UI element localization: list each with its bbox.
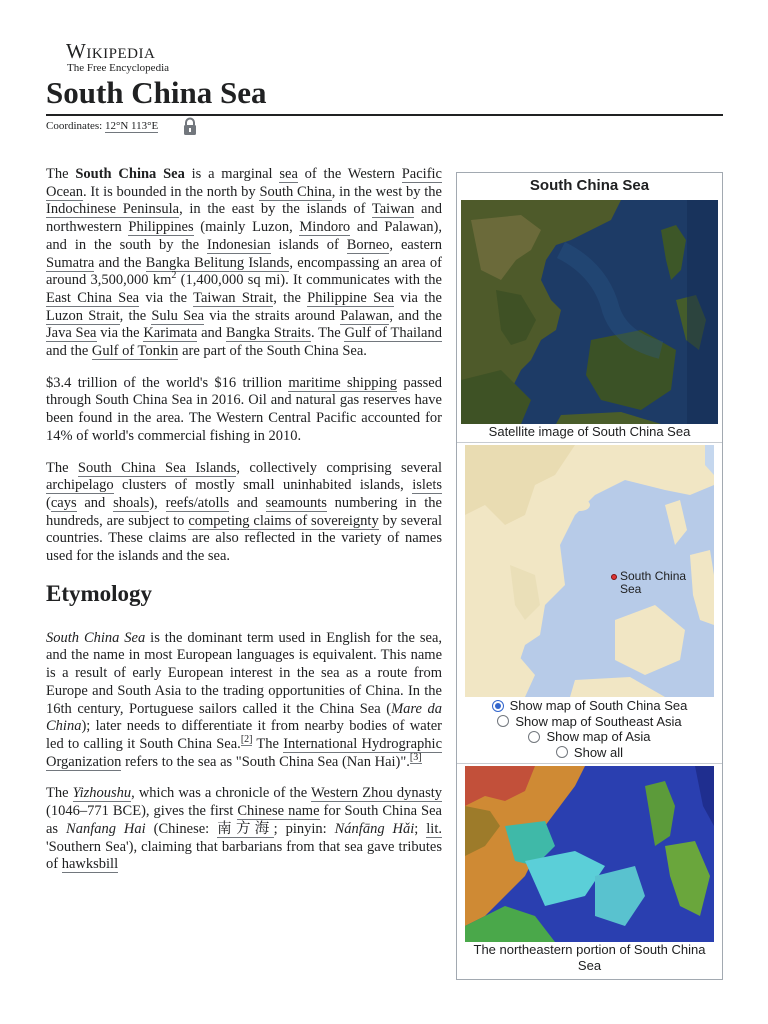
- article-body: [46, 166, 442, 888]
- text-run: via the straits around: [204, 307, 341, 324]
- map-marker-label: South China Sea: [620, 569, 687, 596]
- bathymetry-image[interactable]: [465, 766, 714, 942]
- text-run: and the: [46, 343, 92, 360]
- radio-label[interactable]: Show map of Southeast Asia: [515, 713, 682, 729]
- radio-button[interactable]: [556, 746, 568, 758]
- satellite-caption: Satellite image of South China Sea: [488, 424, 691, 439]
- logo-tagline: The Free Encyclopedia: [67, 62, 170, 74]
- paragraph-shipping: [46, 375, 442, 446]
- text-run: , eastern: [389, 236, 442, 253]
- radio-button[interactable]: [497, 715, 509, 727]
- paragraph-yizhoushu: [46, 785, 442, 874]
- text-run: and: [197, 325, 226, 342]
- logo-wordmark: Wikipedia: [66, 39, 156, 63]
- text-run: is the dominant term used in English for the sea, and the name in most European languages is equivalent. This name is a result of early European interest in the sea as a route from Europe and South Asia to the trading opportunities of China. In the 16th century, Portuguese sailors called it the China Sea (: [46, 629, 443, 717]
- article-link[interactable]: cays: [50, 494, 77, 511]
- text-run: South China Sea: [46, 629, 146, 646]
- article-link[interactable]: seamounts: [265, 494, 327, 511]
- text-run: ;: [414, 820, 427, 837]
- article-link[interactable]: [3]: [409, 751, 422, 763]
- article-link[interactable]: Philippine Sea: [307, 289, 394, 306]
- article-link[interactable]: Palawan: [340, 307, 390, 324]
- radio-button[interactable]: [528, 731, 540, 743]
- wikipedia-logo[interactable]: [66, 40, 169, 75]
- article-link[interactable]: International Hydrographic Organization: [46, 735, 443, 770]
- article-link[interactable]: Sumatra: [46, 254, 95, 271]
- bold-text: South China Sea: [75, 166, 185, 182]
- satellite-image[interactable]: [461, 200, 718, 424]
- article-link[interactable]: Borneo: [346, 236, 390, 253]
- article-link[interactable]: South China Sea Islands: [77, 459, 237, 476]
- article-link[interactable]: hawksbill: [61, 856, 119, 873]
- article-link[interactable]: Pacific Ocean: [46, 166, 442, 200]
- title-divider: [46, 114, 723, 116]
- text-run: and the: [94, 254, 146, 271]
- text-run: , which was a chronicle of the: [131, 785, 312, 802]
- article-link[interactable]: 南方海: [217, 820, 274, 837]
- text-run: and Palawan), and in the south by the: [46, 219, 442, 253]
- article-link[interactable]: Philippines: [128, 219, 194, 236]
- text-run: ),: [149, 494, 166, 511]
- text-run: . The: [310, 325, 345, 342]
- text-run: The: [46, 785, 73, 802]
- article-link[interactable]: Sulu Sea: [151, 307, 205, 324]
- page-title: South China Sea: [46, 75, 267, 110]
- article-link[interactable]: Bangka Belitung Islands: [145, 254, 290, 271]
- article-link[interactable]: Western Zhou dynasty: [311, 785, 442, 802]
- article-link[interactable]: sea: [279, 166, 298, 182]
- radio-row[interactable]: [461, 714, 718, 730]
- text-run: and northwestern: [46, 201, 442, 236]
- text-run: Nanfang Hai: [66, 820, 146, 837]
- text-run: (1,400,000 sq mi). It communicates with the: [176, 272, 442, 289]
- text-run: The: [46, 459, 78, 476]
- text-run: ; pinyin:: [273, 820, 335, 837]
- map-marker[interactable]: [611, 574, 617, 580]
- radio-row[interactable]: [461, 729, 718, 745]
- paragraph-etymology: [46, 630, 442, 772]
- infobox-separator: [457, 442, 722, 443]
- superscript: 2: [171, 270, 177, 282]
- text-run: is a marginal: [184, 166, 280, 182]
- text-run: Nánfāng Hǎi: [334, 820, 415, 837]
- paragraph-islands: [46, 460, 442, 566]
- text-run: (1046–771 BCE), gives the first: [46, 803, 238, 820]
- text-run: and: [76, 494, 114, 511]
- article-link[interactable]: archipelago: [46, 477, 114, 494]
- article-link[interactable]: Karimata: [143, 325, 198, 342]
- article-link[interactable]: Gulf of Thailand: [344, 325, 442, 342]
- article-link[interactable]: Chinese name: [237, 803, 320, 820]
- article-link[interactable]: Indonesian: [207, 236, 271, 253]
- article-link[interactable]: Mindoro: [299, 219, 351, 236]
- text-run: clusters of mostly small uninhabited islands,: [113, 477, 413, 494]
- article-link[interactable]: Yizhoushu: [72, 785, 132, 802]
- text-run: and: [229, 494, 266, 511]
- infobox-separator: [457, 763, 722, 764]
- coordinates-link[interactable]: 12°N 113°E: [104, 120, 159, 132]
- text-run: via the: [139, 289, 194, 306]
- bathymetry-caption: The northeastern portion of South China Sea: [473, 942, 706, 973]
- article-link[interactable]: [2]: [240, 734, 253, 746]
- radio-label[interactable]: Show all: [573, 744, 624, 760]
- article-link[interactable]: Luzon Strait: [46, 307, 120, 324]
- text-run: , the: [119, 307, 152, 324]
- radio-row[interactable]: [461, 698, 718, 714]
- radio-button[interactable]: [492, 700, 504, 712]
- article-link[interactable]: competing claims of sovereignty: [188, 512, 379, 529]
- coordinates: [46, 119, 158, 133]
- article-link[interactable]: Java Sea: [46, 325, 97, 342]
- text-run: numbering in the hundreds, are subject to: [46, 494, 442, 529]
- text-run: (Chinese:: [145, 820, 218, 837]
- text-run: passed through South China Sea in 2016. Oil and natural gas reserves have been found in the area. The Western Central Pacific accounted for 14% of world's commercial fishing in 2010.: [46, 374, 442, 444]
- article-link[interactable]: islets: [412, 477, 442, 494]
- heading-etymology: Etymology: [46, 580, 153, 606]
- lock-icon: [181, 117, 199, 136]
- text-run: (mainly Luzon,: [193, 219, 300, 236]
- text-run: , in the east by the islands of: [179, 201, 372, 218]
- article-link[interactable]: East China Sea: [46, 289, 140, 306]
- text-run: of the Western: [297, 166, 402, 182]
- text-run: ); later needs to differentiate it from nearby bodies of water led to calling it South China Sea.: [46, 718, 442, 752]
- infobox-title: South China Sea: [529, 177, 650, 194]
- article-link[interactable]: Indochinese Peninsula: [46, 201, 180, 218]
- text-run: , the: [273, 289, 308, 306]
- text-run: , and the: [389, 307, 442, 324]
- article-link[interactable]: Taiwan: [371, 201, 415, 218]
- text-run: by several countries. These claims are also reflected in the variety of names used for the islands and the sea.: [46, 512, 442, 565]
- article-link[interactable]: reefs/atolls: [165, 494, 230, 511]
- radio-row[interactable]: [461, 745, 718, 761]
- text-run: The: [46, 166, 76, 182]
- text-run: via the: [394, 289, 442, 306]
- radio-label[interactable]: Show map of South China Sea: [509, 698, 688, 713]
- article-link[interactable]: maritime shipping: [288, 374, 397, 391]
- text-run: refers to the sea as "South China Sea (Nan Hai)".: [121, 753, 410, 770]
- text-run: , in the west by the: [331, 183, 442, 200]
- text-run: are part of the South China Sea.: [178, 343, 367, 360]
- text-run: (: [46, 494, 51, 511]
- text-run: for South China Sea as: [46, 803, 442, 837]
- text-run: via the: [96, 325, 144, 342]
- infobox: [456, 172, 723, 980]
- coordinates-label: Coordinates:: [46, 120, 103, 132]
- article-link[interactable]: Taiwan Strait: [193, 289, 274, 306]
- radio-label[interactable]: Show map of Asia: [546, 729, 651, 744]
- text-run: islands of: [270, 236, 347, 253]
- article-link[interactable]: shoals: [113, 494, 150, 511]
- text-run: The: [252, 735, 284, 752]
- text-run: Mare da China: [46, 700, 442, 735]
- text-run: . It is bounded in the north by: [83, 183, 260, 200]
- text-run: 'Southern Sea'), claiming that barbarians from that sea gave tributes of: [46, 838, 442, 873]
- map-selector: [461, 698, 718, 760]
- article-link[interactable]: Gulf of Tonkin: [91, 343, 179, 360]
- text-run: , collectively comprising several: [236, 459, 443, 476]
- article-link[interactable]: Bangka Straits: [225, 325, 311, 342]
- paragraph-intro: [46, 166, 442, 361]
- article-link[interactable]: South China: [259, 183, 332, 200]
- text-run: $3.4 trillion of the world's $16 trillion: [46, 374, 289, 391]
- text-run: , encompassing an area of around 3,500,000 km: [46, 254, 442, 289]
- article-link[interactable]: lit.: [426, 820, 442, 837]
